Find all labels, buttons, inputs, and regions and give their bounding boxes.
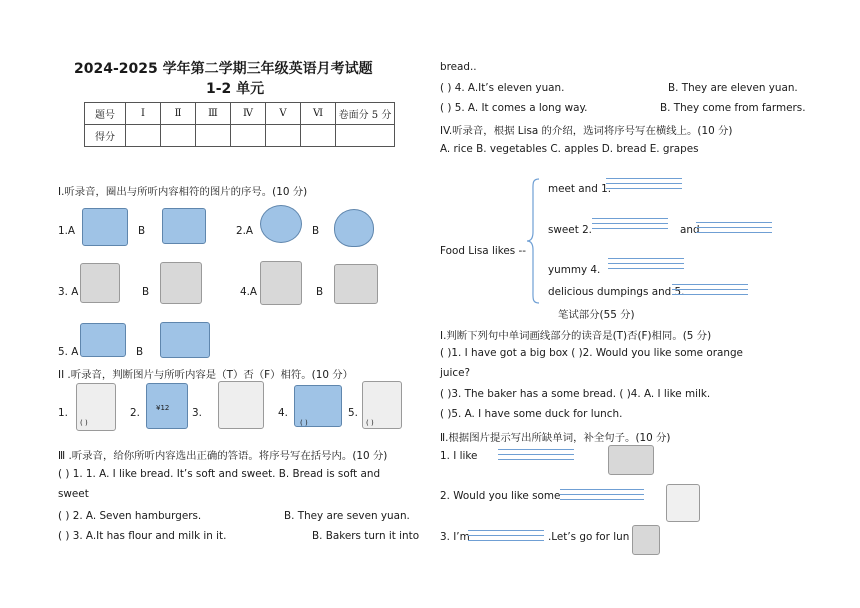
option-label: 4.A	[240, 286, 258, 298]
score-row-label: 得分	[85, 125, 126, 147]
brace-icon	[526, 178, 540, 304]
farmer-picture[interactable]	[260, 261, 302, 305]
question-2-a: ( ) 2. A. Seven hamburgers.	[58, 510, 202, 522]
answer-blank[interactable]	[696, 222, 772, 237]
statement-2-cont: juice?	[440, 367, 470, 379]
option-label: 2.A	[236, 225, 254, 237]
question-2-b: B. They are seven yuan.	[284, 510, 410, 522]
price-tag: ¥12	[156, 404, 170, 412]
orange-picture[interactable]	[82, 208, 128, 246]
sentence-1: 1. I like	[440, 450, 478, 462]
score-cell[interactable]	[301, 125, 336, 147]
score-cell[interactable]	[336, 125, 395, 147]
item-number: 1.	[58, 407, 68, 419]
pear-picture[interactable]	[334, 209, 374, 247]
option-label: 5. A	[58, 346, 79, 358]
answer-paren[interactable]: ( )	[300, 419, 308, 427]
score-header-cell: Ⅲ	[196, 103, 231, 125]
girl-drinking-picture[interactable]	[160, 262, 202, 304]
score-table	[84, 102, 395, 147]
blank-line-3-label: yummy 4.	[548, 264, 601, 276]
question-1: ( ) 1. 1. A. I like bread. It’s soft and sweet. B. Bread is soft and	[58, 468, 381, 480]
score-cell[interactable]	[231, 125, 266, 147]
sentence-2: 2. Would you like some	[440, 490, 561, 502]
option-label: 3. A	[58, 286, 79, 298]
question-4-b: B. They are eleven yuan.	[668, 82, 798, 94]
score-cell[interactable]	[196, 125, 231, 147]
sentence-3-b: .Let’s go for lun	[548, 531, 630, 543]
question-3-b: B. Bakers turn it into	[312, 530, 420, 542]
item-number: 2.	[130, 407, 140, 419]
score-header-cell: Ⅳ	[231, 103, 266, 125]
score-header-cell: Ⅴ	[266, 103, 301, 125]
item-number: 5.	[348, 407, 358, 419]
question-3-a: ( ) 3. A.It has flour and milk in it.	[58, 530, 227, 542]
question-1-cont: sweet	[58, 488, 89, 500]
blank-line-4-label: delicious dumpings and 5.	[548, 286, 685, 298]
section-4-heading: IV.听录音，根据 Lisa 的介绍，选词将序号写在横线上。(10 分)	[440, 125, 733, 137]
answer-blank[interactable]	[592, 218, 668, 233]
section-5-heading: I.判断下列句中单词画线部分的读音是(T)否(F)相同。(5 分)	[440, 330, 712, 342]
answer-blank[interactable]	[606, 178, 682, 193]
food-label: Food Lisa likes --	[440, 245, 527, 257]
statement-5: ( )5. A. I have some duck for lunch.	[440, 408, 623, 420]
juice-glass-picture[interactable]	[666, 484, 700, 522]
score-header-cell: 题号	[85, 103, 126, 125]
section-3-heading: Ⅲ .听录音，给你所听内容选出正确的答语。将序号写在括号内。(10 分)	[58, 450, 388, 462]
page-title: 2024-2025 学年第二学期三年级英语月考试题	[74, 61, 373, 77]
score-header-cell: Ⅱ	[161, 103, 196, 125]
option-label: B	[312, 225, 320, 237]
score-cell[interactable]	[161, 125, 196, 147]
statement-1-2: ( )1. I have got a big box ( )2. Would you like some orange	[440, 347, 743, 359]
answer-blank[interactable]	[498, 449, 574, 464]
bananas-picture[interactable]	[162, 208, 206, 244]
score-cell[interactable]	[126, 125, 161, 147]
blank-line-1-label: meet and 1.	[548, 183, 612, 195]
written-part-heading: 笔试部分(55 分)	[558, 309, 635, 321]
sentence-3-a: 3. I’m	[440, 531, 470, 543]
item-number: 3.	[192, 407, 202, 419]
score-header-cell: Ⅵ	[301, 103, 336, 125]
apple-picture[interactable]	[260, 205, 302, 243]
option-label: B	[138, 225, 146, 237]
option-label: B	[136, 346, 144, 358]
section-6-heading: Ⅱ.根据图片提示写出所缺单词，补全句子。(10 分)	[440, 432, 671, 444]
option-label: B	[142, 286, 150, 298]
blank-line-2-and: and	[680, 224, 700, 236]
statement-3-4: ( )3. The baker has a some bread. ( )4. A. I like milk.	[440, 388, 711, 400]
question-3-cont: bread..	[440, 61, 477, 73]
food-plate-picture[interactable]	[608, 445, 654, 475]
question-5-a: ( ) 5. A. It comes a long way.	[440, 102, 588, 114]
two-children-picture[interactable]	[218, 381, 264, 429]
score-table-header-row	[85, 103, 395, 125]
section-2-heading: II .听录音，判断图片与所听内容是（T）否（F）相符。(10 分）	[58, 369, 354, 381]
option-label: B	[316, 286, 324, 298]
score-header-cell: 卷面分 5 分	[336, 103, 395, 125]
word-options: A. rice B. vegetables C. apples D. bread E. grapes	[440, 143, 699, 155]
answer-paren[interactable]: ( )	[366, 419, 374, 427]
section-1-heading: I.听录音，圈出与所听内容相符的图片的序号。(10 分)	[58, 186, 308, 198]
girl-eating-picture[interactable]	[80, 263, 120, 303]
item-number: 4.	[278, 407, 288, 419]
hungry-boy-picture[interactable]	[632, 525, 660, 555]
cook-picture[interactable]	[334, 264, 378, 304]
option-label: 1.A	[58, 225, 76, 237]
answer-blank[interactable]	[468, 530, 544, 545]
bread-picture[interactable]	[160, 322, 210, 358]
score-cell[interactable]	[266, 125, 301, 147]
answer-paren[interactable]: ( )	[80, 419, 88, 427]
question-5-b: B. They come from farmers.	[660, 102, 806, 114]
score-table-score-row	[85, 125, 395, 147]
answer-blank[interactable]	[672, 284, 748, 299]
page-subtitle: 1-2 单元	[206, 81, 265, 97]
score-header-cell: I	[126, 103, 161, 125]
grapes-picture[interactable]	[80, 323, 126, 357]
question-4-a: ( ) 4. A.It’s eleven yuan.	[440, 82, 565, 94]
answer-blank[interactable]	[560, 489, 644, 504]
answer-blank[interactable]	[608, 258, 684, 273]
blank-line-2-label: sweet 2.	[548, 224, 592, 236]
